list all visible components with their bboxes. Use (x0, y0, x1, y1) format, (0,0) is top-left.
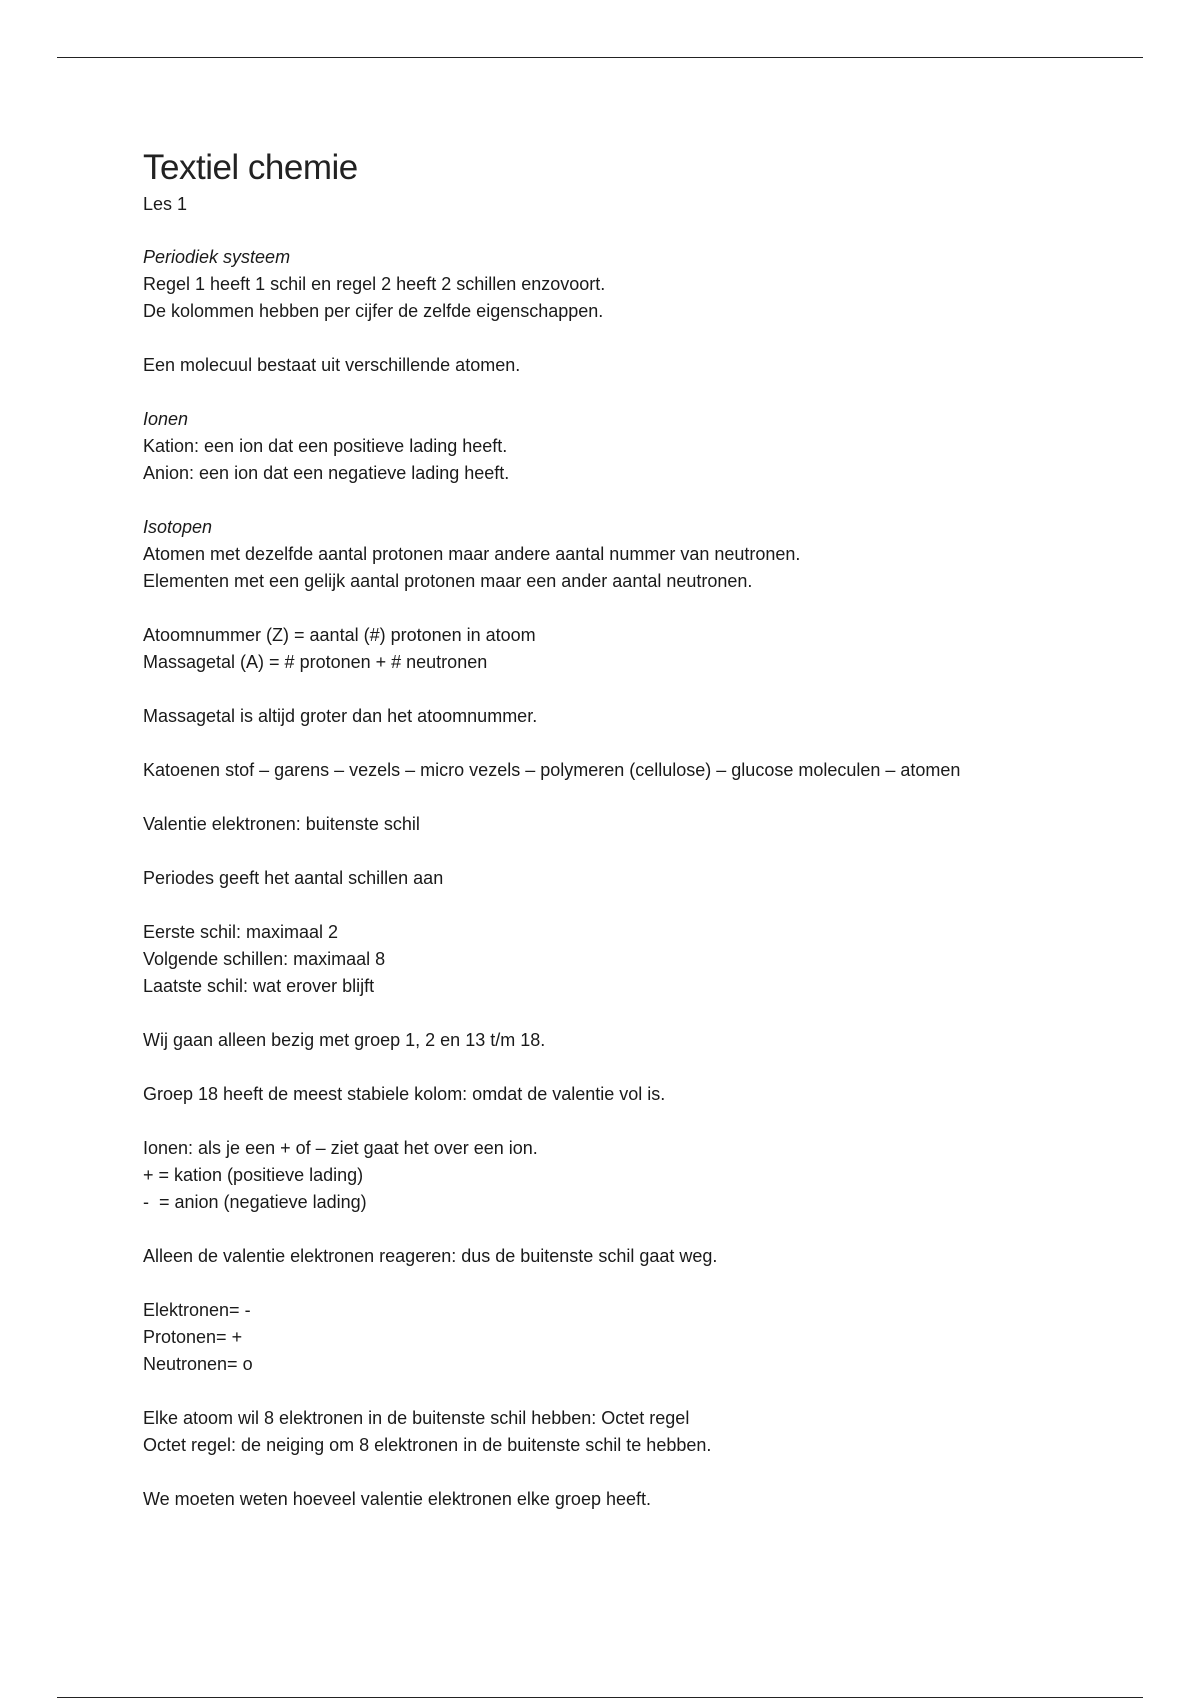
paragraph-line: Regel 1 heeft 1 schil en regel 2 heeft 2 schillen enzovoort. (143, 274, 606, 294)
spacer (143, 1108, 1143, 1135)
paragraph-line: Elke atoom wil 8 elektronen in de buitenste schil hebben: Octet regel (143, 1408, 690, 1428)
paragraph-line: De kolommen hebben per cijfer de zelfde eigenschappen. (143, 301, 604, 321)
paragraph-line: Ionen: als je een + of – ziet gaat het over een ion. (143, 1138, 538, 1158)
spacer (143, 1000, 1143, 1027)
section-heading-ionen: Ionen (143, 409, 189, 429)
spacer (143, 379, 1143, 406)
section-heading-periodiek: Periodiek systeem (143, 247, 291, 267)
paragraph-line: + = kation (positieve lading) (143, 1165, 364, 1185)
paragraph-line: Een molecuul bestaat uit verschillende atomen. (143, 355, 521, 375)
spacer (143, 1459, 1143, 1486)
paragraph-line: Elementen met een gelijk aantal protonen maar een ander aantal neutronen. (143, 571, 753, 591)
paragraph-line: Kation: een ion dat een positieve lading heeft. (143, 436, 508, 456)
paragraph-line: Laatste schil: wat erover blijft (143, 976, 375, 996)
spacer (143, 784, 1143, 811)
document-title: Textiel chemie (143, 148, 358, 187)
paragraph-line: We moeten weten hoeveel valentie elektronen elke groep heeft. (143, 1489, 651, 1509)
paragraph-line: Anion: een ion dat een negatieve lading heeft. (143, 463, 510, 483)
paragraph-line: Valentie elektronen: buitenste schil (143, 814, 420, 834)
spacer (143, 1216, 1143, 1243)
paragraph-line: Atoomnummer (Z) = aantal (#) protonen in atoom (143, 625, 536, 645)
spacer (143, 595, 1143, 622)
footer-rule (57, 1697, 1143, 1698)
paragraph-line: Massagetal (A) = # protonen + # neutronen (143, 652, 488, 672)
paragraph-line: - = anion (negatieve lading) (143, 1192, 367, 1212)
section-heading-isotopen: Isotopen (143, 517, 213, 537)
paragraph-line: Massagetal is altijd groter dan het atoomnummer. (143, 706, 538, 726)
paragraph-line: Wij gaan alleen bezig met groep 1, 2 en 13 t/m 18. (143, 1030, 546, 1050)
paragraph-line: Katoenen stof – garens – vezels – micro vezels – polymeren (cellulose) – glucose moleculen – atomen (143, 760, 961, 780)
spacer (143, 487, 1143, 514)
document-body (143, 145, 1143, 1513)
spacer (143, 1270, 1143, 1297)
paragraph-line: Periodes geeft het aantal schillen aan (143, 868, 444, 888)
paragraph-line: Protonen= + (143, 1327, 243, 1347)
spacer (143, 730, 1143, 757)
spacer (143, 1054, 1143, 1081)
spacer (143, 892, 1143, 919)
paragraph-line: Octet regel: de neiging om 8 elektronen in de buitenste schil te hebben. (143, 1435, 712, 1455)
spacer (143, 325, 1143, 352)
spacer (143, 676, 1143, 703)
paragraph-line: Neutronen= o (143, 1354, 253, 1374)
paragraph-line: Atomen met dezelfde aantal protonen maar andere aantal nummer van neutronen. (143, 544, 801, 564)
document-subtitle: Les 1 (143, 194, 188, 214)
spacer (143, 217, 1143, 244)
paragraph-line: Alleen de valentie elektronen reageren: dus de buitenste schil gaat weg. (143, 1246, 718, 1266)
paragraph-line: Volgende schillen: maximaal 8 (143, 949, 386, 969)
spacer (143, 1378, 1143, 1405)
header-rule (57, 57, 1143, 58)
paragraph-line: Eerste schil: maximaal 2 (143, 922, 339, 942)
paragraph-line: Elektronen= - (143, 1300, 251, 1320)
paragraph-line: Groep 18 heeft de meest stabiele kolom: omdat de valentie vol is. (143, 1084, 666, 1104)
spacer (143, 838, 1143, 865)
